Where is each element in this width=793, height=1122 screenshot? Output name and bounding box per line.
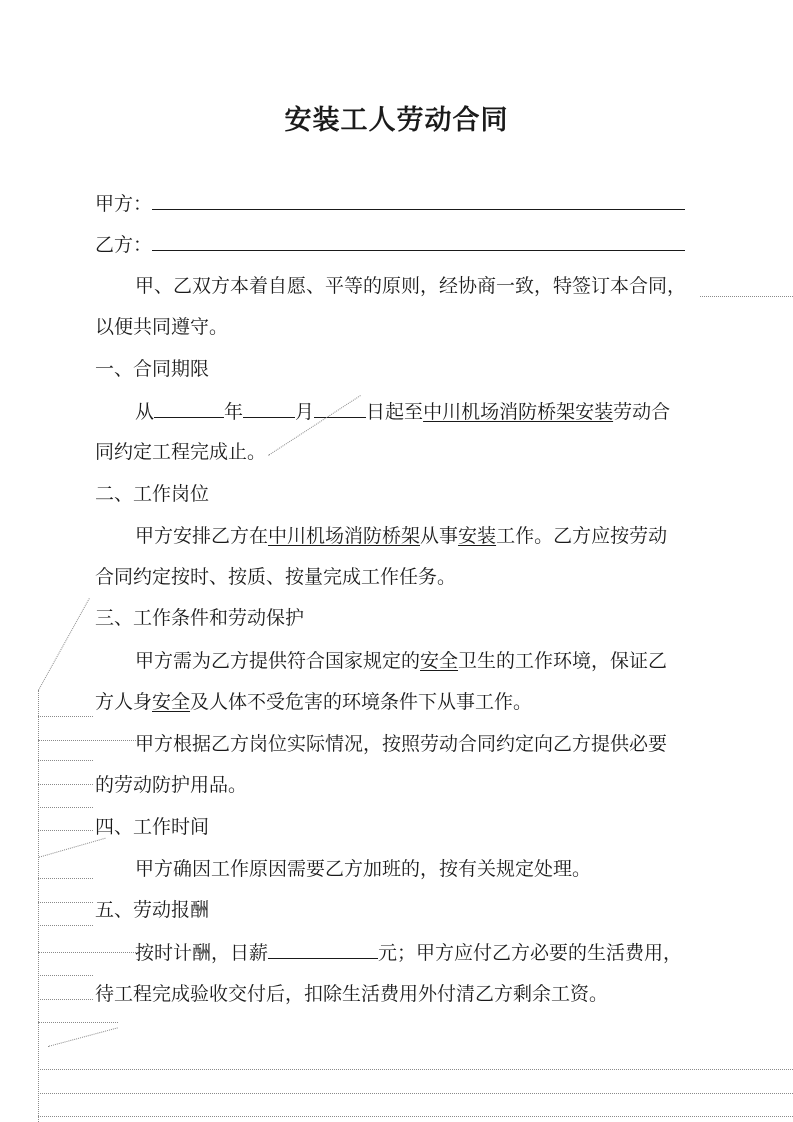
section-3-line-4: 的劳动防护用品。 [95,774,248,796]
project-name: 中川机场消防桥架安装 [423,401,614,423]
month-label: 月 [295,401,315,423]
revision-leader [700,296,793,297]
party-b-field[interactable] [152,232,685,251]
revision-leader [38,740,138,741]
section-5-text-a: 按时计酬，日薪 [135,942,269,964]
revision-leader [38,1093,793,1094]
section-5-text-b: 元；甲方应付乙方必要的生活费用， [378,942,683,964]
party-a-row [95,191,685,216]
revision-leader [38,1022,118,1023]
revision-leader [48,1027,118,1047]
revision-leader [38,1069,793,1070]
document-title: 安装工人劳动合同 [284,105,509,136]
party-a-field[interactable] [152,191,685,210]
intro-line-1: 甲、乙双方本着自愿、平等的原则，经协商一致，特签订本合同， [135,275,687,297]
section-4-line-1: 甲方确因工作原因需要乙方加班的，按有关规定处理。 [135,858,592,880]
section-3-text-c: 方人身 [95,691,153,713]
section-2-line-2: 合同约定按时、按质、按量完成工作任务。 [95,566,457,588]
section-5-line-2: 待工程完成验收交付后，扣除生活费用外付清乙方剩余工资。 [95,983,609,1005]
section-3-line-2 [95,690,532,714]
start-year-field[interactable] [154,399,224,418]
section-2-heading: 二、工作岗位 [95,483,210,505]
section-1-line-1 [135,399,670,424]
year-label: 年 [224,401,244,423]
revision-leader [38,902,93,903]
section-3-text-d: 及人体不受危害的环境条件下从事工作。 [190,691,533,713]
party-b-row [95,232,685,257]
revision-leader [38,1116,793,1117]
revision-leader [38,598,90,690]
job-type: 安装 [458,525,497,547]
section-3-text-a: 甲方需为乙方提供符合国家规定的 [135,650,421,672]
work-place: 中川机场消防桥架 [268,525,421,547]
from-label: 从 [135,401,155,423]
section-2-text-a: 甲方安排乙方在 [135,525,269,547]
revision-leader [38,760,93,761]
revision-leader [38,807,93,808]
revision-leader [38,925,93,926]
section-4-heading: 四、工作时间 [95,816,210,838]
revision-leader [38,999,93,1000]
after-project-text: 劳动合 [613,401,671,423]
revision-leader [38,830,93,831]
section-1-heading: 一、合同期限 [95,358,210,380]
day-start-label: 日起至 [366,401,424,423]
safety-term-2: 安全 [152,691,191,713]
section-3-line-1 [135,649,667,673]
revision-leader [38,952,138,953]
section-3-text-b: 卫生的工作环境，保证乙 [458,650,668,672]
intro-line-2: 以便共同遵守。 [95,316,229,338]
party-b-label: 乙方： [95,234,153,256]
party-a-label: 甲方： [95,193,153,215]
revision-leader [38,878,93,879]
section-3-line-3: 甲方根据乙方岗位实际情况，按照劳动合同约定向乙方提供必要 [135,733,668,755]
revision-leader [38,838,106,858]
start-month-field[interactable] [243,399,295,418]
section-5-heading: 五、劳动报酬 [95,899,210,921]
section-2-text-b: 从事 [420,525,459,547]
safety-term: 安全 [420,650,459,672]
daily-wage-field[interactable] [268,940,378,959]
section-5-line-1 [135,940,682,965]
revision-margin-rule [38,690,39,1122]
section-2-line-1 [135,524,667,548]
revision-leader [38,975,93,976]
revision-leader [38,716,93,717]
revision-leader [38,784,93,785]
section-1-line-2: 同约定工程完成止。 [95,441,267,463]
section-2-text-c: 工作。乙方应按劳动 [496,525,668,547]
section-3-heading: 三、工作条件和劳动保护 [95,607,305,629]
